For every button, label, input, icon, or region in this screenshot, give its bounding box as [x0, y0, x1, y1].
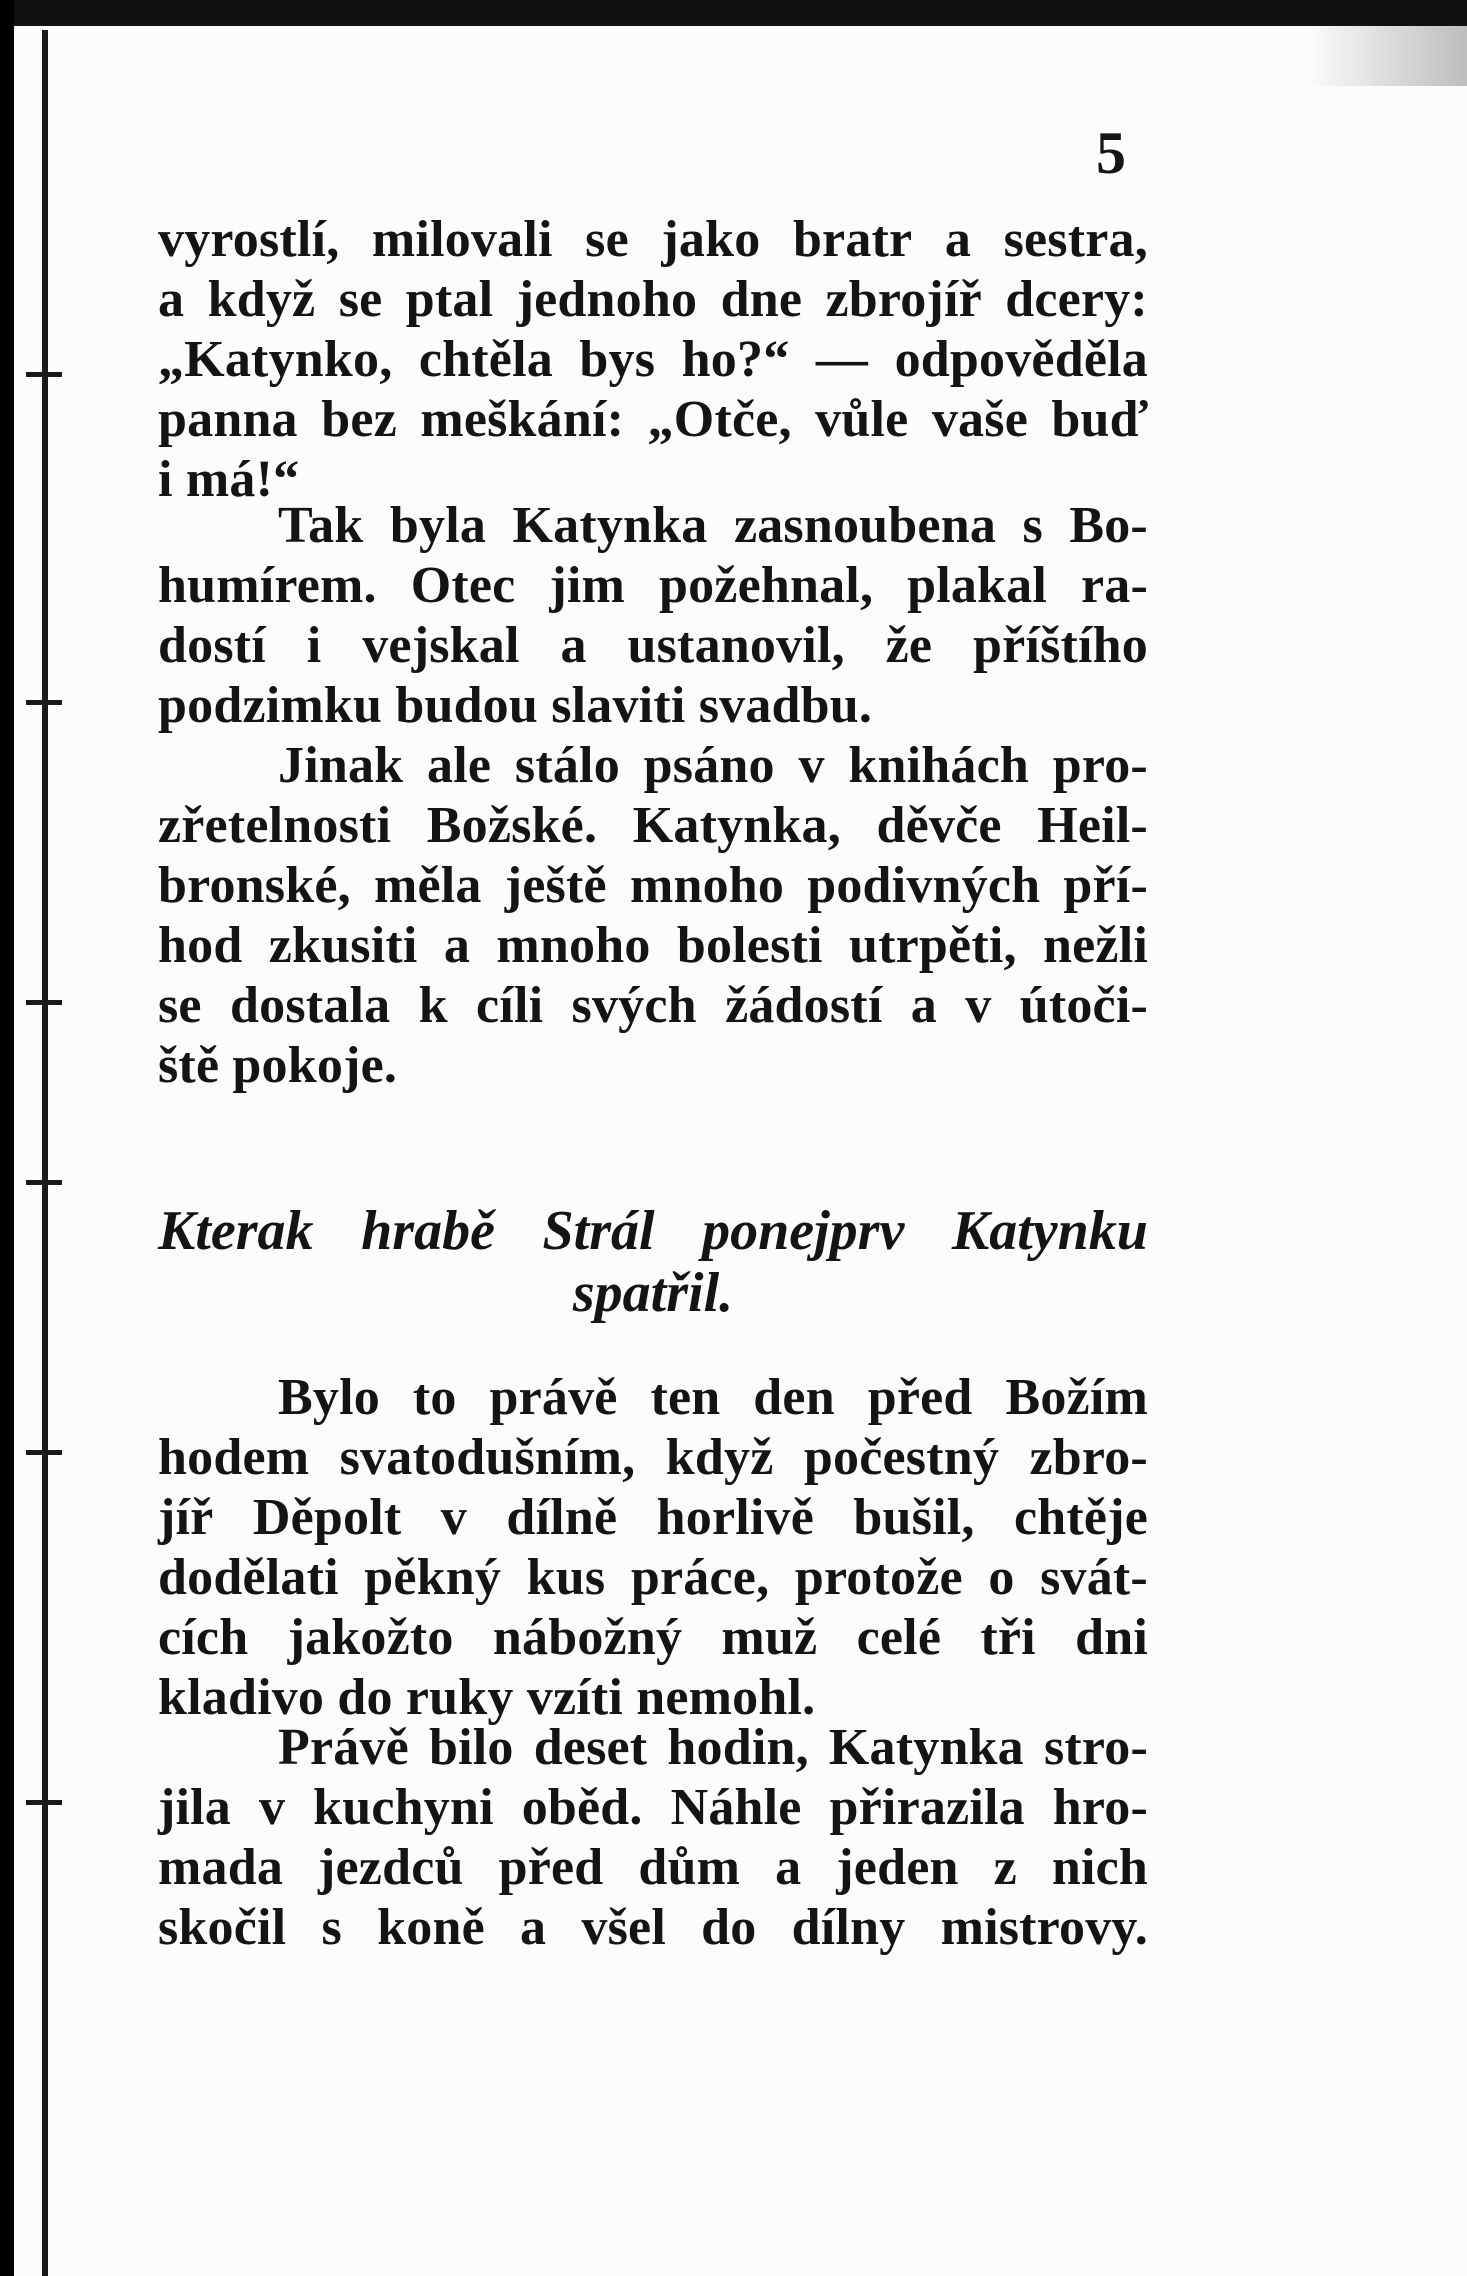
- word: do: [701, 1899, 757, 1956]
- word: a: [443, 917, 471, 974]
- word: koně: [377, 1899, 485, 1956]
- word: horlivě: [656, 1489, 815, 1546]
- word: mada: [158, 1839, 284, 1896]
- word: hodin,: [667, 1719, 809, 1776]
- word: mistrovy.: [940, 1899, 1148, 1956]
- paragraph-4: [158, 1368, 1148, 1728]
- word: Katynka: [828, 1719, 1024, 1776]
- word: cích: [158, 1609, 249, 1666]
- word: Heil-: [1037, 797, 1148, 854]
- word: Otec: [410, 557, 516, 614]
- heading-line: [158, 1200, 1148, 1262]
- word: bys: [579, 331, 656, 388]
- word: když: [665, 1429, 774, 1486]
- word: bez: [321, 391, 397, 448]
- word: žádostí: [725, 977, 883, 1034]
- word: chtěje: [1014, 1489, 1148, 1546]
- word: ra-: [1080, 557, 1148, 614]
- word: odpověděla: [894, 331, 1148, 388]
- word: nežli: [1043, 917, 1148, 974]
- word: a: [944, 211, 972, 268]
- word: Katynka,: [632, 797, 841, 854]
- word: ale: [427, 737, 492, 794]
- text-line: [158, 1488, 1148, 1548]
- word: příštího: [973, 617, 1148, 674]
- word: nich: [1051, 1839, 1148, 1896]
- word: Právě: [278, 1719, 409, 1776]
- scan-corner-shadow: [1307, 26, 1467, 86]
- binding-stitch-mark: [26, 1450, 62, 1455]
- word: vaše: [931, 391, 1028, 448]
- scan-left-border: [0, 0, 14, 2276]
- paragraph-2: [158, 496, 1148, 736]
- word: o: [988, 1549, 1015, 1606]
- text-line: [158, 390, 1148, 450]
- text-line: podzimku budou slaviti svadbu.: [158, 677, 873, 734]
- word: před: [867, 1369, 973, 1426]
- word: stro-: [1043, 1719, 1148, 1776]
- word: se: [158, 977, 202, 1034]
- text-line: [158, 1898, 1148, 1958]
- binding-stitch-mark: [26, 1800, 62, 1805]
- word: jila: [158, 1779, 232, 1836]
- word: se: [338, 271, 383, 328]
- word: ještě: [504, 857, 607, 914]
- word: svých: [571, 977, 697, 1034]
- word: a: [158, 271, 185, 328]
- word: pro-: [1052, 737, 1148, 794]
- word: nábožný: [492, 1609, 683, 1666]
- word: měla: [373, 857, 482, 914]
- word: kus: [526, 1549, 606, 1606]
- word: jeden: [836, 1839, 959, 1896]
- text-line: [158, 1428, 1148, 1488]
- word: v: [440, 1489, 467, 1546]
- word: a: [910, 977, 937, 1034]
- word: svatodušním,: [339, 1429, 636, 1486]
- paragraph-5: [158, 1718, 1148, 1958]
- section-heading: [158, 1200, 1148, 1324]
- word: Tak: [278, 497, 364, 554]
- word: Katynka: [512, 497, 708, 554]
- word: když: [207, 271, 316, 328]
- word: v: [258, 1779, 286, 1836]
- binding-stitch-line: [42, 30, 48, 2276]
- word: milovali: [371, 211, 553, 268]
- word: den: [753, 1369, 835, 1426]
- word: cíli: [476, 977, 544, 1034]
- word: v: [965, 977, 992, 1034]
- binding-stitch-mark: [26, 1180, 62, 1185]
- word: Jinak: [278, 737, 404, 794]
- word: bilo: [429, 1719, 514, 1776]
- word: všel: [581, 1899, 666, 1956]
- word: chtěla: [418, 331, 553, 388]
- word: Děpolt: [252, 1489, 402, 1546]
- word: vůle: [815, 391, 909, 448]
- word: mnoho: [629, 857, 785, 914]
- word: zasnoubena: [733, 497, 997, 554]
- text-line: [158, 330, 1148, 390]
- word: panna: [158, 391, 298, 448]
- text-line: [158, 496, 1148, 556]
- word: dílně: [506, 1489, 618, 1546]
- word: knihách: [848, 737, 1029, 794]
- word: dům: [638, 1839, 741, 1896]
- word: buď: [1051, 391, 1148, 448]
- word: hrabě: [361, 1200, 495, 1262]
- word: deset: [533, 1719, 648, 1776]
- text-line: [158, 1548, 1148, 1608]
- word: bušil,: [853, 1489, 975, 1546]
- word: plakal: [907, 557, 1048, 614]
- word: útoči-: [1019, 977, 1148, 1034]
- text-line: [158, 856, 1148, 916]
- word: tři: [980, 1609, 1036, 1666]
- word: a: [520, 1899, 547, 1956]
- word: stálo: [514, 737, 620, 794]
- text-line: [158, 1368, 1148, 1428]
- text-line: [158, 736, 1148, 796]
- text-line: ště pokoje.: [158, 1037, 398, 1094]
- word: Katynku: [951, 1200, 1148, 1262]
- text-line: [158, 796, 1148, 856]
- word: bolesti: [676, 917, 823, 974]
- word: pěkný: [364, 1549, 502, 1606]
- word: že: [885, 617, 933, 674]
- binding-stitch-mark: [26, 372, 62, 377]
- word: děvče: [876, 797, 1002, 854]
- text-line: [158, 210, 1148, 270]
- word: podivných: [807, 857, 1041, 914]
- word: —: [815, 331, 869, 388]
- text-line: [158, 1838, 1148, 1898]
- word: celé: [856, 1609, 942, 1666]
- word: skočil: [158, 1899, 287, 1956]
- text-line: [158, 1778, 1148, 1838]
- word: Božím: [1005, 1369, 1148, 1426]
- word: ponejprv: [702, 1200, 905, 1262]
- word: s: [1022, 497, 1043, 554]
- heading-line: spatřil.: [572, 1262, 734, 1324]
- word: „Katynko,: [158, 331, 393, 388]
- word: zkusiti: [268, 917, 418, 974]
- word: počestný: [803, 1429, 1000, 1486]
- word: to: [412, 1369, 457, 1426]
- text-line: [158, 1608, 1148, 1668]
- word: hodem: [158, 1429, 310, 1486]
- word: psáno: [643, 737, 775, 794]
- word: meškání:: [420, 391, 625, 448]
- word: Bylo: [278, 1369, 380, 1426]
- word: sestra,: [1003, 211, 1148, 268]
- text-line: [158, 916, 1148, 976]
- word: bratr: [792, 211, 913, 268]
- word: „Otče,: [647, 391, 792, 448]
- word: se: [585, 211, 629, 268]
- word: dostí: [158, 617, 266, 674]
- word: muž: [721, 1609, 818, 1666]
- word: přirazila: [829, 1779, 1025, 1836]
- word: ustanovil,: [627, 617, 845, 674]
- word: požehnal,: [658, 557, 874, 614]
- word: a: [775, 1839, 802, 1896]
- word: zbro-: [1029, 1429, 1148, 1486]
- word: hod: [158, 917, 243, 974]
- word: s: [321, 1899, 342, 1956]
- word: kuchyni: [313, 1779, 494, 1836]
- word: dni: [1075, 1609, 1148, 1666]
- word: vyrostlí,: [158, 211, 340, 268]
- word: oběd.: [521, 1779, 643, 1836]
- word: mnoho: [496, 917, 651, 974]
- binding-stitch-mark: [26, 700, 62, 705]
- word: Strál: [542, 1200, 655, 1262]
- binding-stitch-mark: [26, 1000, 62, 1005]
- word: dne: [720, 271, 803, 328]
- text-line: kladivo do ruky vzíti nemohl.: [158, 1669, 816, 1726]
- text-line: [158, 1718, 1148, 1778]
- word: jakožto: [287, 1609, 454, 1666]
- word: bronské,: [158, 857, 351, 914]
- word: jim: [549, 557, 626, 614]
- text-line: [158, 270, 1148, 330]
- word: dílny: [791, 1899, 906, 1956]
- word: ten: [650, 1369, 721, 1426]
- word: hro-: [1052, 1779, 1148, 1836]
- word: zřetelnosti: [158, 797, 392, 854]
- scan-top-border: [0, 0, 1467, 26]
- page-number: 5: [1096, 120, 1126, 186]
- word: Bo-: [1069, 497, 1148, 554]
- word: právě: [489, 1369, 618, 1426]
- word: a: [560, 617, 587, 674]
- paragraph-3: [158, 736, 1148, 1096]
- word: v: [798, 737, 825, 794]
- word: zbrojíř: [825, 271, 982, 328]
- word: i: [306, 617, 322, 674]
- word: ptal: [405, 271, 494, 328]
- word: protože: [794, 1549, 963, 1606]
- word: utrpěti,: [849, 917, 1017, 974]
- word: vejskal: [362, 617, 520, 674]
- text-line: i má!“: [158, 451, 300, 508]
- text-line: [158, 616, 1148, 676]
- word: svát-: [1040, 1549, 1148, 1606]
- word: pří-: [1063, 857, 1148, 914]
- word: jíř: [158, 1489, 214, 1546]
- word: humírem.: [158, 557, 377, 614]
- word: k: [418, 977, 448, 1034]
- word: dostala: [230, 977, 391, 1034]
- word: jezdců: [318, 1839, 464, 1896]
- word: byla: [389, 497, 487, 554]
- word: jednoho: [516, 271, 698, 328]
- word: Kterak: [158, 1200, 314, 1262]
- word: práce,: [630, 1549, 770, 1606]
- word: Náhle: [670, 1779, 802, 1836]
- word: před: [498, 1839, 604, 1896]
- word: ho?“: [681, 331, 790, 388]
- word: dodělati: [158, 1549, 339, 1606]
- word: dcery:: [1005, 271, 1148, 328]
- text-line: [158, 556, 1148, 616]
- word: Božské.: [426, 797, 598, 854]
- text-line: [158, 976, 1148, 1036]
- word: z: [993, 1839, 1017, 1896]
- word: jako: [661, 211, 761, 268]
- paragraph-1: [158, 210, 1148, 510]
